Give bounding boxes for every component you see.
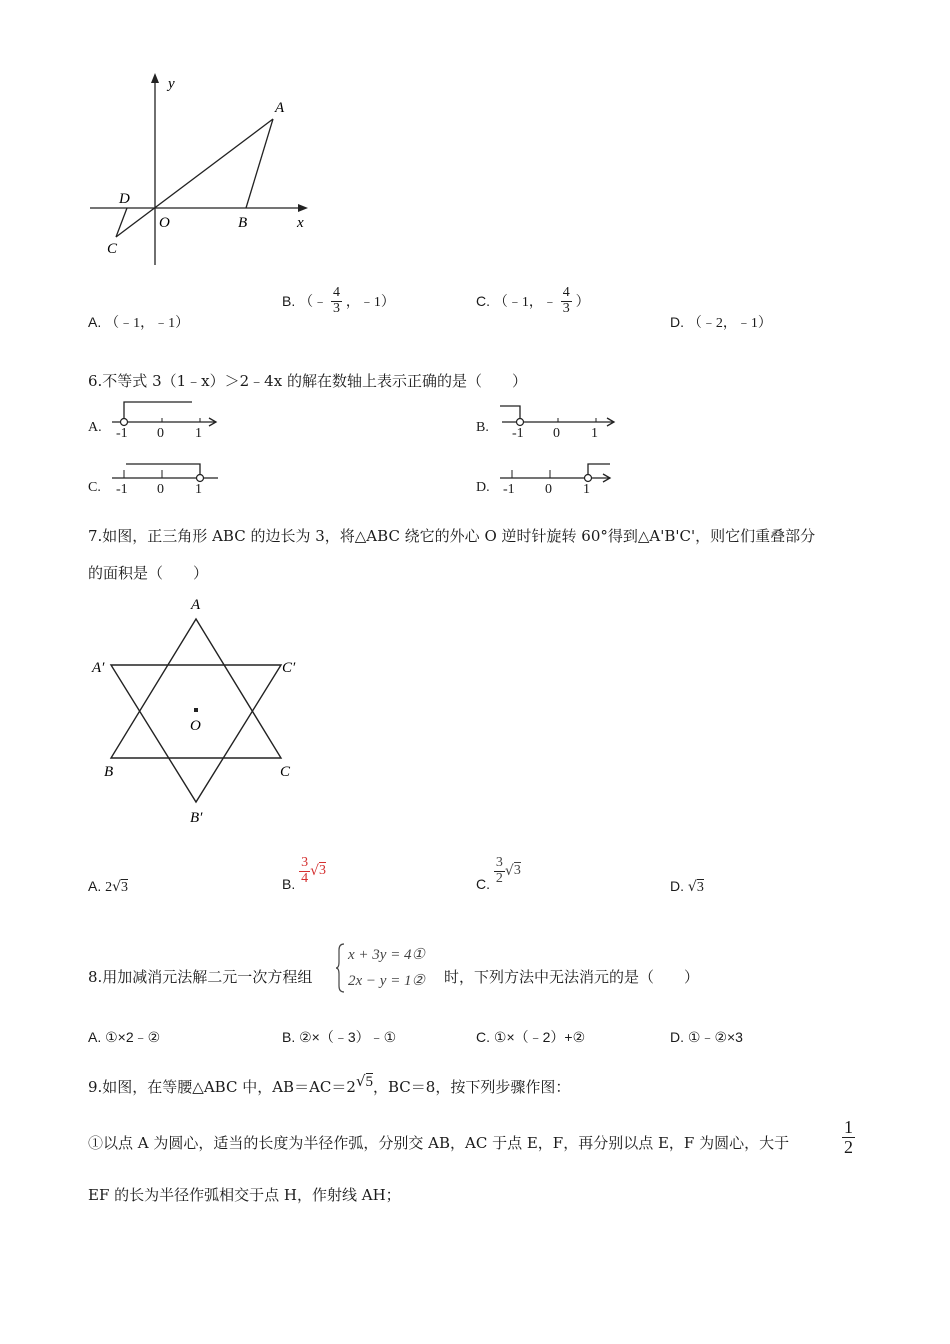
q6-option-d-number-line bbox=[496, 458, 621, 504]
q7-option-b[interactable] bbox=[282, 856, 326, 892]
q5-option-b-letter: B. bbox=[282, 293, 296, 310]
q5-option-d[interactable] bbox=[670, 312, 772, 332]
tick-label: 1 bbox=[591, 426, 598, 441]
q9-half-fraction bbox=[842, 1118, 855, 1157]
q7-option-d-radicand: 3 bbox=[696, 880, 704, 895]
label-x: x bbox=[297, 215, 304, 231]
tick-label: 0 bbox=[157, 482, 164, 497]
denominator: 2 bbox=[844, 1136, 853, 1157]
q6-option-b[interactable] bbox=[476, 398, 621, 446]
y-axis-arrow bbox=[151, 73, 159, 83]
q6-option-d-letter: D. bbox=[476, 480, 490, 495]
denominator: 3 bbox=[333, 300, 341, 316]
tick-label: 1 bbox=[583, 482, 590, 497]
q7-option-a-coef: 2 bbox=[105, 880, 113, 895]
system-brace bbox=[336, 942, 346, 994]
q7-option-d[interactable] bbox=[670, 878, 704, 896]
label-A-prime: A′ bbox=[92, 660, 105, 676]
q7-option-c-radicand: 3 bbox=[513, 863, 521, 879]
tick-label: 0 bbox=[545, 482, 552, 497]
sqrt-sign: √ bbox=[310, 863, 320, 880]
q5-option-a-text: （﹣1，﹣1） bbox=[105, 316, 190, 331]
q7-option-c[interactable] bbox=[476, 856, 521, 892]
hexagram-figure bbox=[86, 592, 316, 832]
sqrt-sign: √ bbox=[504, 863, 514, 880]
numerator: 3 bbox=[495, 855, 503, 870]
q5-option-c[interactable] bbox=[476, 286, 590, 316]
q5-option-d-letter: D. bbox=[670, 314, 684, 330]
equation-system bbox=[348, 942, 425, 994]
denominator: 3 bbox=[562, 300, 570, 316]
equation-1: x + 3y = 4① bbox=[348, 947, 426, 963]
q7-option-c-letter: C. bbox=[476, 875, 490, 892]
q6-option-d[interactable] bbox=[476, 458, 621, 504]
tick-label: 0 bbox=[157, 426, 164, 441]
coordinate-figure bbox=[80, 70, 320, 275]
q9-line1 bbox=[88, 1070, 570, 1098]
q7-stem-line2: 的面积是（ ） bbox=[88, 564, 209, 582]
segment-AB bbox=[246, 119, 273, 208]
q7-option-b-letter: B. bbox=[282, 875, 296, 892]
tick-label: 0 bbox=[553, 426, 560, 441]
x-axis-arrow bbox=[298, 204, 308, 212]
q8-option-c[interactable]: C. ①×（﹣2）+② bbox=[476, 1029, 586, 1045]
q8-stem-post: 时，下列方法中无法消元的是（ ） bbox=[444, 968, 700, 986]
numerator: 1 bbox=[844, 1117, 853, 1137]
label-B: B bbox=[238, 215, 248, 231]
q9-radicand: 5 bbox=[365, 1074, 373, 1090]
denominator: 4 bbox=[301, 870, 309, 886]
tick-label: -1 bbox=[116, 482, 128, 497]
label-C-prime: C′ bbox=[282, 660, 296, 676]
q7-option-c-fraction bbox=[494, 856, 505, 886]
q6-option-b-letter: B. bbox=[476, 420, 489, 435]
q5-option-b-post: ，﹣1） bbox=[345, 295, 395, 311]
q5-option-a[interactable] bbox=[88, 312, 189, 332]
tick-label: -1 bbox=[512, 426, 524, 441]
label-B-prime: B′ bbox=[190, 810, 203, 826]
q9-line1-post: ，BC＝8，按下列步骤作图： bbox=[373, 1078, 571, 1096]
label-y: y bbox=[168, 76, 175, 92]
tick-label: 1 bbox=[195, 482, 202, 497]
q8-stem-pre: 8.用加减消元法解二元一次方程组 bbox=[88, 968, 313, 986]
q6-option-a[interactable] bbox=[88, 398, 228, 446]
q5-option-d-text: （﹣2，﹣1） bbox=[687, 316, 772, 331]
q8-option-b[interactable]: B. ②×（﹣3）﹣① bbox=[282, 1029, 397, 1045]
q5-option-b-fraction bbox=[331, 286, 342, 316]
q7-option-a-letter: A. bbox=[88, 878, 102, 894]
label-O: O bbox=[190, 718, 201, 734]
q6-option-a-letter: A. bbox=[88, 420, 102, 435]
tick-label: 1 bbox=[195, 426, 202, 441]
numerator: 4 bbox=[562, 285, 570, 300]
q7-option-a-radicand: 3 bbox=[121, 880, 129, 895]
q6-option-c-letter: C. bbox=[88, 480, 101, 495]
q8-option-d[interactable]: D. ①﹣②×3 bbox=[670, 1029, 743, 1045]
q5-option-b-pre: （﹣ bbox=[299, 295, 328, 311]
numerator: 3 bbox=[301, 855, 309, 870]
label-C: C bbox=[107, 241, 118, 257]
numerator: 4 bbox=[333, 285, 341, 300]
q9-line3: EF 的长为半径作弧相交于点 H，作射线 AH； bbox=[88, 1186, 401, 1204]
q5-option-a-letter: A. bbox=[88, 314, 102, 330]
tick-label: -1 bbox=[503, 482, 515, 497]
q5-option-b[interactable] bbox=[282, 286, 395, 316]
q6-option-c[interactable] bbox=[88, 458, 228, 504]
equation-2: 2x − y = 1② bbox=[348, 973, 426, 989]
label-B: B bbox=[104, 764, 114, 780]
q7-option-d-letter: D. bbox=[670, 878, 684, 894]
label-C: C bbox=[280, 764, 291, 780]
denominator: 2 bbox=[495, 870, 503, 886]
q5-option-c-letter: C. bbox=[476, 293, 490, 310]
q9-line1-pre: 9.如图，在等腰△ABC 中，AB＝AC＝2 bbox=[88, 1078, 356, 1096]
q5-option-c-pre: （﹣1，﹣ bbox=[493, 295, 557, 311]
q9-line2: ①以点 A 为圆心，适当的长度为半径作弧，分别交 AB，AC 于点 E，F，再分别以点 E，F 为圆心，大于 bbox=[88, 1134, 790, 1152]
label-A: A bbox=[191, 597, 201, 613]
q7-option-a[interactable] bbox=[88, 878, 128, 896]
sqrt-sign: √ bbox=[355, 1072, 366, 1090]
q5-option-c-post: ） bbox=[575, 295, 590, 311]
triangle-ABC bbox=[111, 619, 281, 758]
sqrt-sign: √ bbox=[112, 879, 122, 895]
q6-stem: 6.不等式 3（1﹣x）＞2﹣4x 的解在数轴上表示正确的是（ ） bbox=[88, 372, 527, 390]
q7-option-b-fraction bbox=[299, 856, 310, 886]
q7-option-b-radicand: 3 bbox=[319, 863, 327, 879]
label-O: O bbox=[159, 215, 170, 231]
segment-CA bbox=[116, 119, 273, 237]
half-fraction bbox=[842, 1118, 855, 1157]
q7-stem-line1: 7.如图，正三角形 ABC 的边长为 3，将△ABC 绕它的外心 O 逆时针旋转 60°得到△A'B'C'，则它们重叠部分 bbox=[88, 527, 816, 545]
tick-label: -1 bbox=[116, 426, 128, 441]
sqrt-sign: √ bbox=[687, 879, 697, 895]
q5-option-c-fraction bbox=[561, 286, 572, 316]
center-point-O bbox=[194, 708, 198, 712]
q8-option-a[interactable]: A. ①×2﹣② bbox=[88, 1029, 161, 1045]
label-D: D bbox=[119, 191, 130, 207]
label-A: A bbox=[275, 100, 285, 116]
